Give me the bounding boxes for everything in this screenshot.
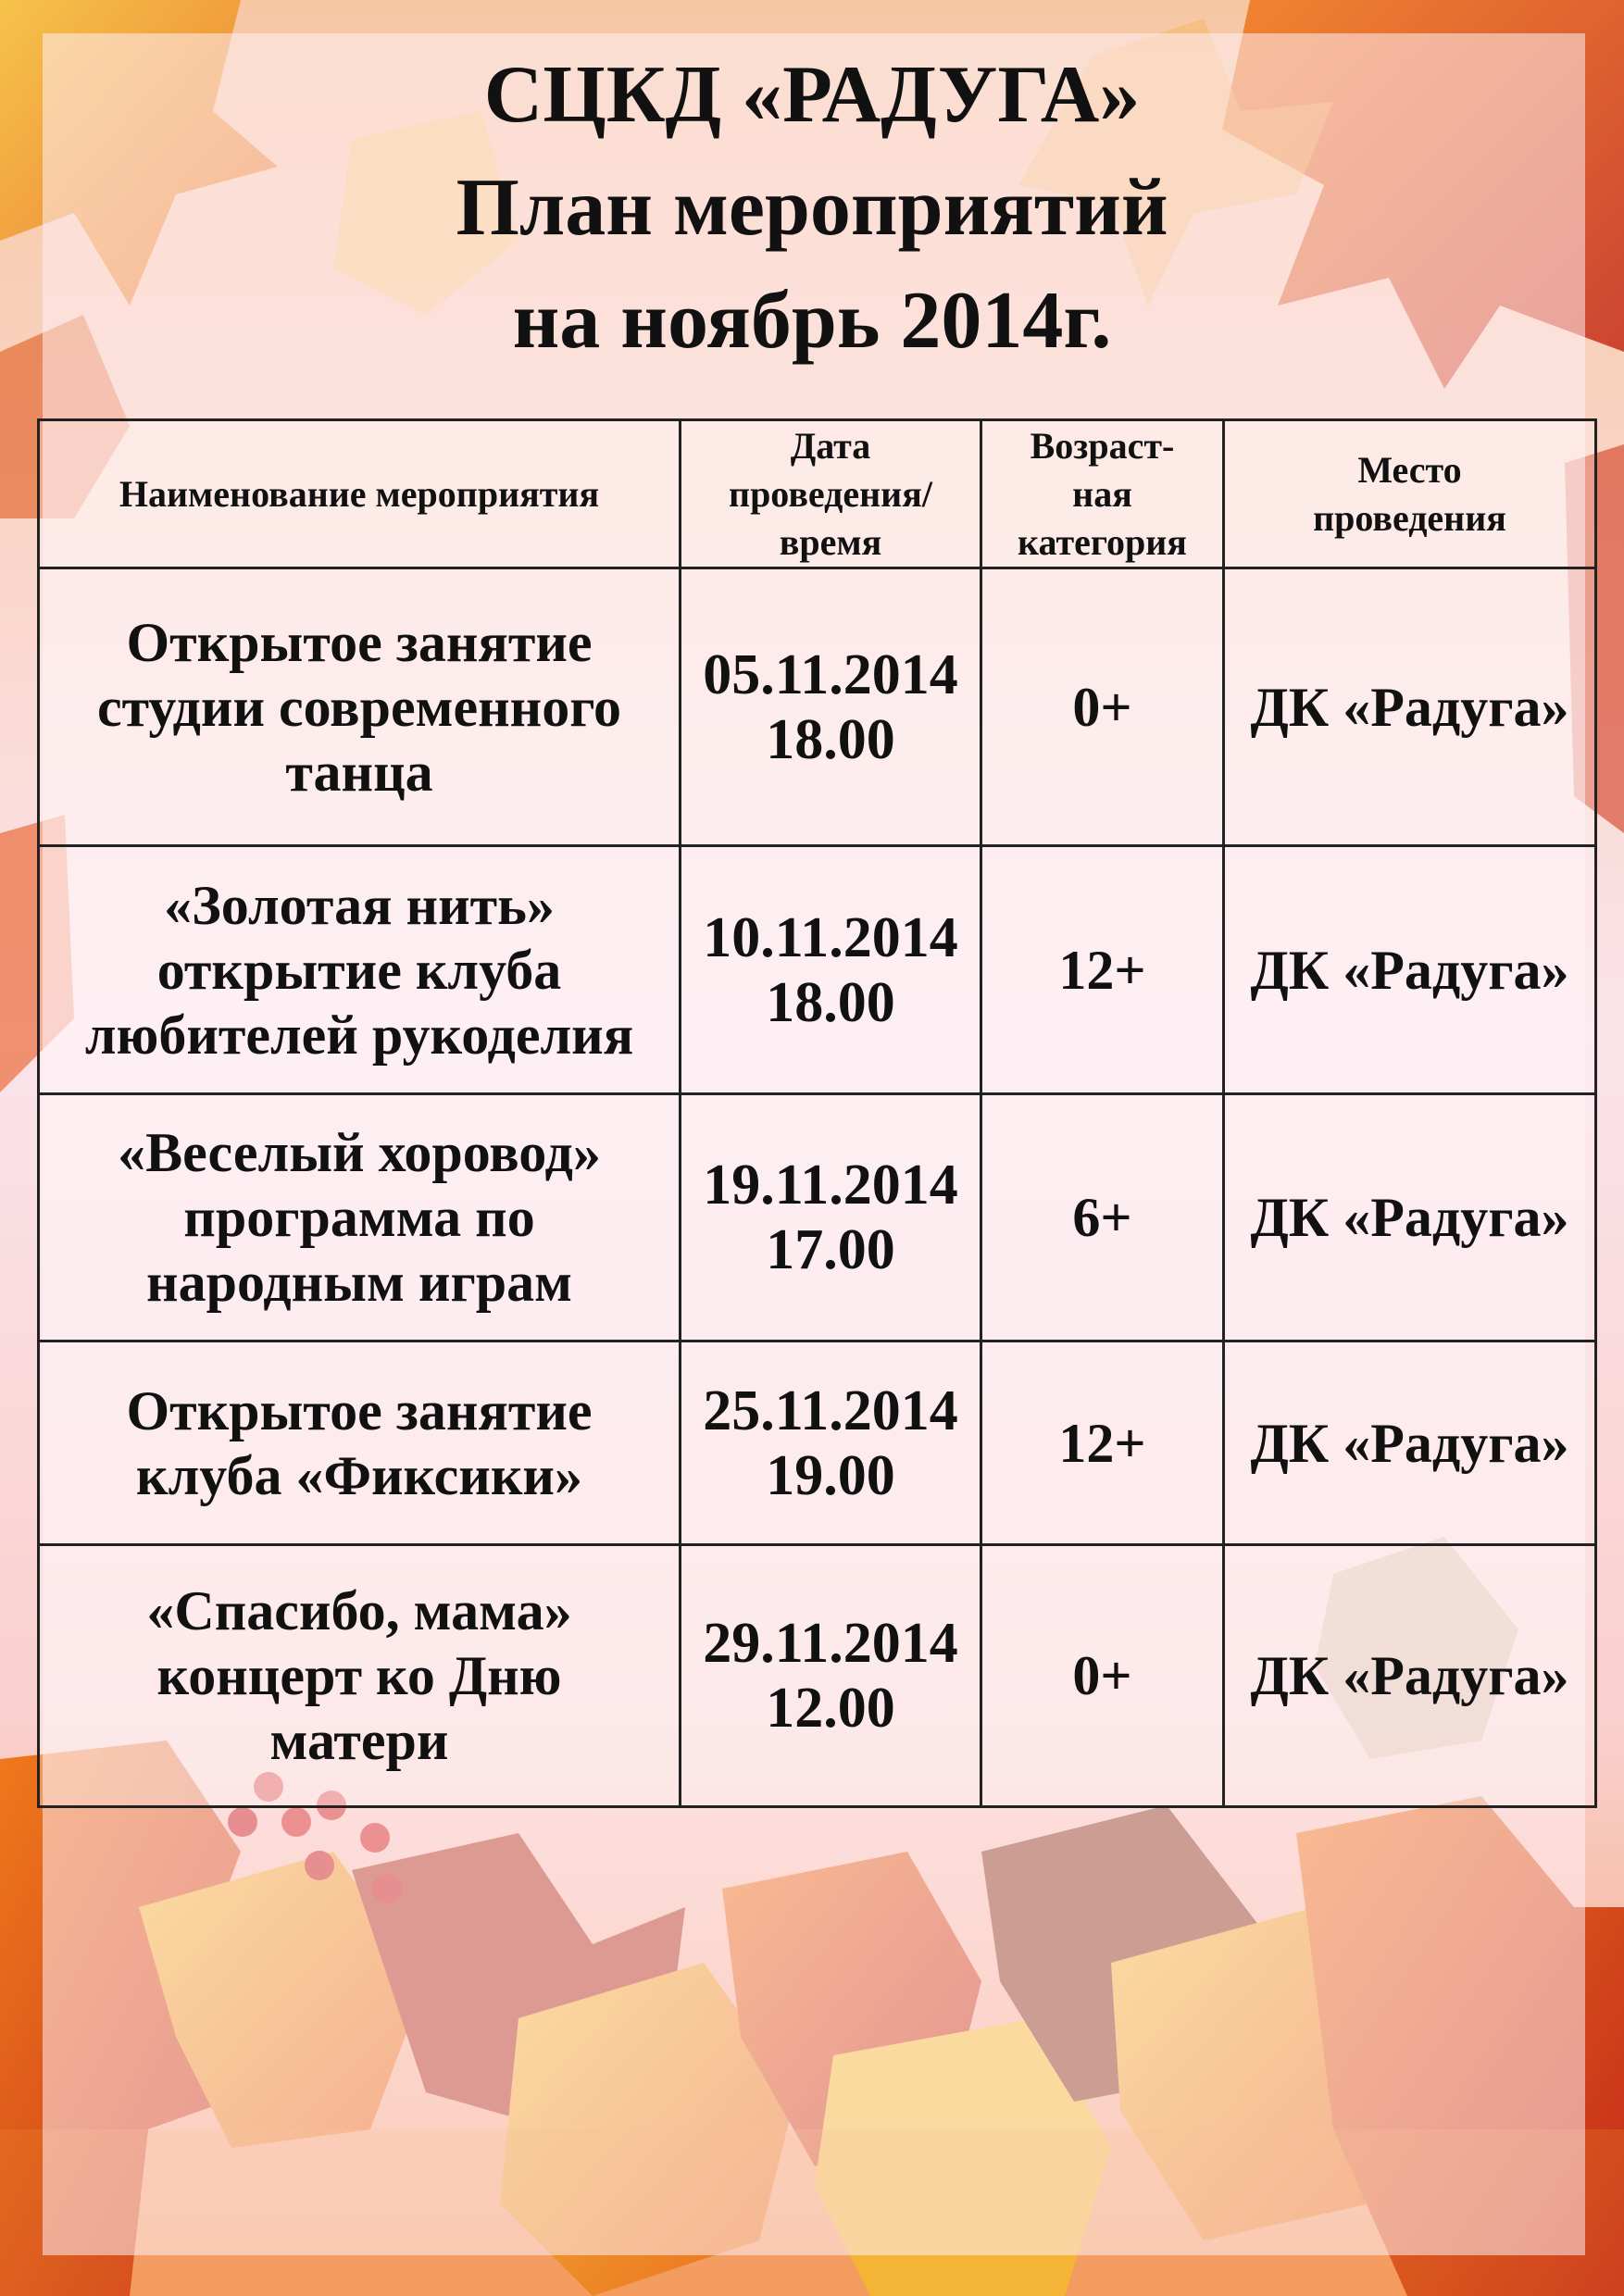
table-header-row: [39, 420, 1596, 568]
event-age: 12+: [981, 1341, 1224, 1545]
event-age: 0+: [981, 568, 1224, 846]
event-datetime: 10.11.2014 18.00: [681, 846, 981, 1094]
event-place: ДК «Радуга»: [1224, 568, 1596, 846]
event-age: 0+: [981, 1545, 1224, 1807]
column-header-date: Дата проведения/ время: [681, 420, 981, 568]
event-name: Открытое занятие клуба «Фиксики»: [39, 1341, 681, 1545]
event-datetime: 29.11.2014 12.00: [681, 1545, 981, 1807]
column-header-place: Место проведения: [1224, 420, 1596, 568]
event-age: 12+: [981, 846, 1224, 1094]
event-datetime: 05.11.2014 18.00: [681, 568, 981, 846]
table-row: [39, 1341, 1596, 1545]
title-line-2: План мероприятий: [456, 163, 1168, 253]
event-place: ДК «Радуга»: [1224, 846, 1596, 1094]
event-place: ДК «Радуга»: [1224, 1094, 1596, 1341]
event-datetime: 25.11.2014 19.00: [681, 1341, 981, 1545]
event-place: ДК «Радуга»: [1224, 1341, 1596, 1545]
events-table: [37, 418, 1597, 1808]
table-row: [39, 568, 1596, 846]
event-name: «Золотая нить» открытие клуба любителей рукоделия: [39, 846, 681, 1094]
table-row: [39, 1545, 1596, 1807]
event-name: «Веселый хоровод» программа по народным играм: [39, 1094, 681, 1341]
table-row: [39, 1094, 1596, 1341]
column-header-age: Возраст- ная категория: [981, 420, 1224, 568]
event-name: Открытое занятие студии современного танца: [39, 568, 681, 846]
page-title: [0, 39, 1624, 378]
event-datetime: 19.11.2014 17.00: [681, 1094, 981, 1341]
table-row: [39, 846, 1596, 1094]
event-age: 6+: [981, 1094, 1224, 1341]
title-line-1: СЦКД «РАДУГА»: [483, 50, 1141, 140]
column-header-name: Наименование мероприятия: [39, 420, 681, 568]
title-line-3: на ноябрь 2014г.: [512, 276, 1112, 366]
event-place: ДК «Радуга»: [1224, 1545, 1596, 1807]
event-name: «Спасибо, мама» концерт ко Дню матери: [39, 1545, 681, 1807]
